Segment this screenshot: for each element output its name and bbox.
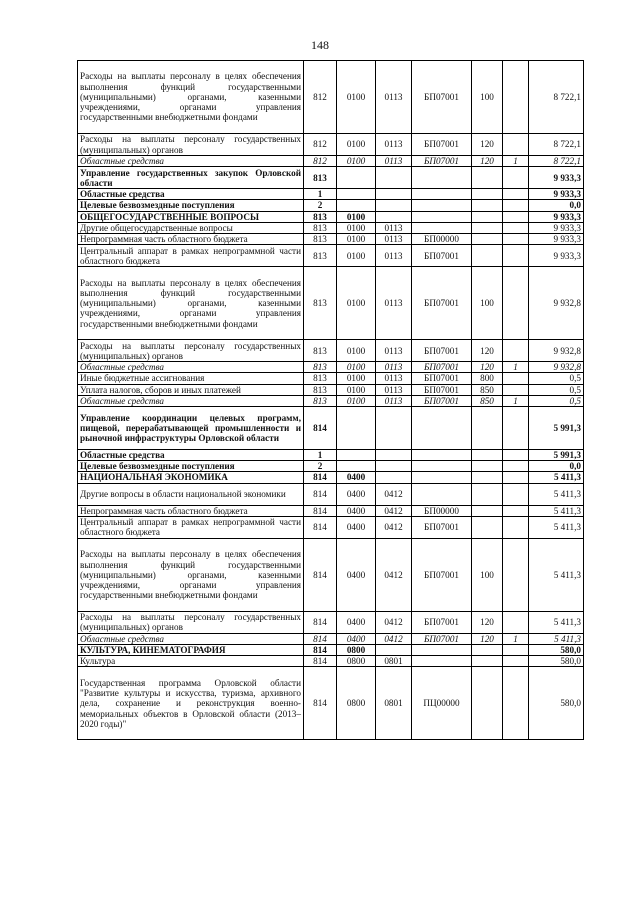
row-grbs: 814	[304, 656, 337, 667]
row-target-article: БП07001	[412, 384, 472, 395]
row-subsection: 0113	[376, 384, 412, 395]
row-target-article	[412, 407, 472, 450]
table-row	[78, 234, 584, 245]
row-section: 0400	[337, 611, 376, 633]
row-sum: 580,0	[529, 656, 584, 667]
row-target-article: БП07001	[412, 538, 472, 611]
row-grbs: 2	[304, 200, 337, 211]
row-grbs: 814	[304, 645, 337, 656]
row-target-article	[412, 461, 472, 472]
row-subsection: 0113	[376, 234, 412, 245]
row-section: 0100	[337, 395, 376, 406]
row-subsection: 0412	[376, 516, 412, 538]
row-subsection: 0801	[376, 667, 412, 740]
row-subsection	[376, 189, 412, 200]
row-subsection: 0113	[376, 245, 412, 267]
row-grbs: 813	[304, 340, 337, 362]
row-sum: 8 722,1	[529, 134, 584, 156]
row-subsection: 0801	[376, 656, 412, 667]
row-expense-type	[472, 450, 503, 461]
row-subsection: 0412	[376, 505, 412, 516]
row-target-article	[412, 656, 472, 667]
row-sum: 9 933,3	[529, 234, 584, 245]
table-row	[78, 167, 584, 189]
row-grbs: 814	[304, 667, 337, 740]
row-subsection	[376, 407, 412, 450]
row-expense-type	[472, 407, 503, 450]
row-grbs: 812	[304, 61, 337, 134]
row-subsection: 0412	[376, 611, 412, 633]
row-section	[337, 461, 376, 472]
row-expense-type	[472, 516, 503, 538]
row-name: Другие общегосударственные вопросы	[78, 222, 304, 233]
row-name: Государственная программа Орловской области "Развитие культуры и искусства, туризма, архивного дела, сохранение и реконструкция военно-мемориальных объектов в Орловской области (2013–2020 годы)"	[78, 667, 304, 740]
row-sum: 9 933,3	[529, 211, 584, 222]
row-section: 0100	[337, 134, 376, 156]
row-subsection: 0113	[376, 267, 412, 340]
row-grbs: 814	[304, 611, 337, 633]
table-row	[78, 516, 584, 538]
row-expense-type	[472, 211, 503, 222]
row-section: 0100	[337, 211, 376, 222]
row-section: 0100	[337, 234, 376, 245]
table-row	[78, 61, 584, 134]
row-expense-type: 100	[472, 267, 503, 340]
row-sum: 5 411,3	[529, 505, 584, 516]
row-sum: 580,0	[529, 645, 584, 656]
row-grbs: 814	[304, 633, 337, 644]
row-subsection	[376, 645, 412, 656]
row-section: 0800	[337, 645, 376, 656]
row-section: 0400	[337, 633, 376, 644]
row-name: НАЦИОНАЛЬНАЯ ЭКОНОМИКА	[78, 472, 304, 483]
row-sum: 9 933,3	[529, 222, 584, 233]
row-expense-type	[472, 245, 503, 267]
row-subsection	[376, 200, 412, 211]
row-expense-type	[472, 189, 503, 200]
row-target-article: БП07001	[412, 633, 472, 644]
row-subsection: 0412	[376, 633, 412, 644]
row-section	[337, 167, 376, 189]
row-source	[503, 340, 529, 362]
row-source	[503, 373, 529, 384]
table-row	[78, 472, 584, 483]
row-name: Расходы на выплаты персоналу в целях обеспечения выполнения функций государственными (муниципальными) органами, казенными учреждениями, органами управления государственными внебюджетными фондами	[78, 538, 304, 611]
row-sum: 5 411,3	[529, 611, 584, 633]
row-expense-type	[472, 656, 503, 667]
row-name: ОБЩЕГОСУДАРСТВЕННЫЕ ВОПРОСЫ	[78, 211, 304, 222]
row-expense-type: 100	[472, 538, 503, 611]
row-expense-type: 800	[472, 373, 503, 384]
row-target-article: БП07001	[412, 373, 472, 384]
table-row	[78, 373, 584, 384]
row-section: 0400	[337, 483, 376, 505]
row-grbs: 813	[304, 267, 337, 340]
row-expense-type	[472, 645, 503, 656]
row-subsection: 0113	[376, 134, 412, 156]
row-grbs: 814	[304, 483, 337, 505]
row-target-article	[412, 222, 472, 233]
row-subsection: 0113	[376, 395, 412, 406]
table-row	[78, 461, 584, 472]
row-name: Иные бюджетные ассигнования	[78, 373, 304, 384]
row-target-article	[412, 483, 472, 505]
row-grbs: 814	[304, 505, 337, 516]
row-target-article	[412, 167, 472, 189]
table-row	[78, 656, 584, 667]
table-row	[78, 483, 584, 505]
row-expense-type: 850	[472, 395, 503, 406]
table-row	[78, 362, 584, 373]
row-source	[503, 483, 529, 505]
table-row	[78, 267, 584, 340]
row-grbs: 813	[304, 384, 337, 395]
table-row	[78, 134, 584, 156]
row-source	[503, 384, 529, 395]
row-target-article: БП07001	[412, 156, 472, 167]
row-grbs: 814	[304, 538, 337, 611]
row-source	[503, 611, 529, 633]
row-sum: 5 991,3	[529, 450, 584, 461]
row-source	[503, 656, 529, 667]
row-section	[337, 200, 376, 211]
row-expense-type: 120	[472, 340, 503, 362]
row-grbs: 814	[304, 472, 337, 483]
table-row	[78, 189, 584, 200]
row-source	[503, 645, 529, 656]
row-sum: 9 933,3	[529, 189, 584, 200]
row-grbs: 2	[304, 461, 337, 472]
row-section: 0400	[337, 505, 376, 516]
row-sum: 5 411,3	[529, 483, 584, 505]
row-sum: 5 411,3	[529, 516, 584, 538]
row-section: 0800	[337, 667, 376, 740]
row-expense-type: 850	[472, 384, 503, 395]
table-row	[78, 633, 584, 644]
row-expense-type: 100	[472, 61, 503, 134]
row-source	[503, 516, 529, 538]
row-source	[503, 667, 529, 740]
row-subsection	[376, 461, 412, 472]
row-sum: 0,0	[529, 200, 584, 211]
row-source	[503, 267, 529, 340]
row-sum: 0,5	[529, 373, 584, 384]
row-sum: 580,0	[529, 667, 584, 740]
row-sum: 9 933,3	[529, 245, 584, 267]
row-section: 0800	[337, 656, 376, 667]
row-subsection: 0412	[376, 538, 412, 611]
row-name: Областные средства	[78, 633, 304, 644]
row-name: Расходы на выплаты персоналу в целях обеспечения выполнения функций государственными (муниципальными) органами, казенными учреждениями, органами управления государственными внебюджетными фондами	[78, 61, 304, 134]
row-section: 0400	[337, 538, 376, 611]
row-expense-type: 120	[472, 633, 503, 644]
row-source: 1	[503, 395, 529, 406]
table-row	[78, 200, 584, 211]
row-subsection: 0113	[376, 340, 412, 362]
row-grbs: 814	[304, 516, 337, 538]
table-row	[78, 538, 584, 611]
row-section: 0100	[337, 245, 376, 267]
row-section: 0100	[337, 340, 376, 362]
row-expense-type	[472, 222, 503, 233]
row-expense-type	[472, 667, 503, 740]
row-source	[503, 538, 529, 611]
row-source	[503, 167, 529, 189]
row-expense-type	[472, 505, 503, 516]
row-source	[503, 211, 529, 222]
row-grbs: 813	[304, 245, 337, 267]
row-sum: 5 411,3	[529, 633, 584, 644]
row-target-article: ПЦ00000	[412, 667, 472, 740]
row-target-article	[412, 211, 472, 222]
row-sum: 9 933,3	[529, 167, 584, 189]
row-expense-type	[472, 234, 503, 245]
row-target-article: БП00000	[412, 234, 472, 245]
page-number: 148	[311, 38, 329, 52]
row-name: Расходы на выплаты персоналу в целях обеспечения выполнения функций государственными (муниципальными) органами, казенными учреждениями, органами управления государственными внебюджетными фондами	[78, 267, 304, 340]
row-section: 0100	[337, 373, 376, 384]
table-row	[78, 156, 584, 167]
row-sum: 5 991,3	[529, 407, 584, 450]
row-expense-type	[472, 461, 503, 472]
row-name: Областные средства	[78, 362, 304, 373]
row-target-article: БП07001	[412, 516, 472, 538]
row-source	[503, 61, 529, 134]
row-target-article: БП07001	[412, 267, 472, 340]
row-target-article: БП07001	[412, 245, 472, 267]
row-subsection	[376, 472, 412, 483]
row-subsection: 0113	[376, 156, 412, 167]
table-row	[78, 211, 584, 222]
row-section: 0400	[337, 472, 376, 483]
row-source	[503, 505, 529, 516]
table-row	[78, 245, 584, 267]
row-expense-type	[472, 167, 503, 189]
row-sum: 9 932,8	[529, 267, 584, 340]
row-name: Расходы на выплаты персоналу государственных (муниципальных) органов	[78, 134, 304, 156]
row-subsection: 0113	[376, 373, 412, 384]
row-grbs: 813	[304, 373, 337, 384]
row-section	[337, 450, 376, 461]
row-sum: 8 722,1	[529, 156, 584, 167]
row-name: Областные средства	[78, 156, 304, 167]
row-target-article: БП07001	[412, 340, 472, 362]
row-sum: 0,5	[529, 395, 584, 406]
row-expense-type	[472, 200, 503, 211]
row-grbs: 1	[304, 189, 337, 200]
row-name: Областные средства	[78, 395, 304, 406]
row-name: Областные средства	[78, 450, 304, 461]
row-name: Областные средства	[78, 189, 304, 200]
row-section: 0100	[337, 384, 376, 395]
table-row	[78, 611, 584, 633]
row-expense-type	[472, 472, 503, 483]
row-expense-type: 120	[472, 156, 503, 167]
row-section	[337, 407, 376, 450]
row-section: 0100	[337, 61, 376, 134]
row-section	[337, 189, 376, 200]
row-target-article	[412, 200, 472, 211]
table-row	[78, 645, 584, 656]
row-target-article	[412, 189, 472, 200]
row-grbs: 813	[304, 395, 337, 406]
table-row	[78, 450, 584, 461]
row-name: Непрограммная часть областного бюджета	[78, 234, 304, 245]
table-row	[78, 395, 584, 406]
row-sum: 8 722,1	[529, 61, 584, 134]
row-grbs: 812	[304, 134, 337, 156]
row-grbs: 1	[304, 450, 337, 461]
row-name: Расходы на выплаты персоналу государственных (муниципальных) органов	[78, 611, 304, 633]
row-source	[503, 450, 529, 461]
row-name: Культура	[78, 656, 304, 667]
budget-table	[77, 60, 584, 740]
row-sum: 0,5	[529, 384, 584, 395]
row-expense-type: 120	[472, 362, 503, 373]
row-source: 1	[503, 156, 529, 167]
row-grbs: 814	[304, 407, 337, 450]
row-section: 0400	[337, 516, 376, 538]
row-target-article: БП07001	[412, 61, 472, 134]
row-grbs: 813	[304, 234, 337, 245]
row-source	[503, 472, 529, 483]
row-grbs: 813	[304, 362, 337, 373]
row-expense-type: 120	[472, 134, 503, 156]
row-expense-type	[472, 483, 503, 505]
row-name: Управление государственных закупок Орловской области	[78, 167, 304, 189]
row-source	[503, 134, 529, 156]
row-sum: 5 411,3	[529, 472, 584, 483]
row-name: КУЛЬТУРА, КИНЕМАТОГРАФИЯ	[78, 645, 304, 656]
row-section: 0100	[337, 222, 376, 233]
row-subsection: 0113	[376, 61, 412, 134]
row-source	[503, 245, 529, 267]
row-grbs: 813	[304, 222, 337, 233]
row-source: 1	[503, 362, 529, 373]
row-sum: 0,0	[529, 461, 584, 472]
row-name: Управление координации целевых программ, пищевой, перерабатывающей промышленности и рыночной инфраструктуры Орловской области	[78, 407, 304, 450]
row-source: 1	[503, 633, 529, 644]
budget-table-body	[78, 61, 584, 740]
row-name: Непрограммная часть областного бюджета	[78, 505, 304, 516]
table-row	[78, 407, 584, 450]
row-sum: 9 932,8	[529, 340, 584, 362]
row-source	[503, 407, 529, 450]
row-target-article	[412, 472, 472, 483]
row-target-article: БП07001	[412, 134, 472, 156]
row-source	[503, 461, 529, 472]
row-name: Уплата налогов, сборов и иных платежей	[78, 384, 304, 395]
row-name: Другие вопросы в области национальной экономики	[78, 483, 304, 505]
row-sum: 5 411,3	[529, 538, 584, 611]
row-source	[503, 222, 529, 233]
row-target-article: БП07001	[412, 611, 472, 633]
table-row	[78, 340, 584, 362]
row-name: Центральный аппарат в рамках непрограммной части областного бюджета	[78, 516, 304, 538]
row-source	[503, 200, 529, 211]
row-sum: 9 932,8	[529, 362, 584, 373]
row-section: 0100	[337, 362, 376, 373]
row-expense-type: 120	[472, 611, 503, 633]
row-section: 0100	[337, 267, 376, 340]
row-grbs: 813	[304, 167, 337, 189]
row-target-article	[412, 450, 472, 461]
row-source	[503, 189, 529, 200]
table-row	[78, 222, 584, 233]
table-row	[78, 384, 584, 395]
row-subsection: 0412	[376, 483, 412, 505]
table-row	[78, 667, 584, 740]
row-name: Центральный аппарат в рамках непрограммной части областного бюджета	[78, 245, 304, 267]
table-row	[78, 505, 584, 516]
row-name: Целевые безвозмездные поступления	[78, 461, 304, 472]
row-target-article: БП07001	[412, 362, 472, 373]
row-subsection: 0113	[376, 362, 412, 373]
row-name: Расходы на выплаты персоналу государственных (муниципальных) органов	[78, 340, 304, 362]
row-grbs: 812	[304, 156, 337, 167]
row-name: Целевые безвозмездные поступления	[78, 200, 304, 211]
row-subsection: 0113	[376, 222, 412, 233]
row-target-article	[412, 645, 472, 656]
row-target-article: БП00000	[412, 505, 472, 516]
row-section: 0100	[337, 156, 376, 167]
row-target-article: БП07001	[412, 395, 472, 406]
row-subsection	[376, 450, 412, 461]
row-subsection	[376, 211, 412, 222]
row-source	[503, 234, 529, 245]
row-grbs: 813	[304, 211, 337, 222]
row-subsection	[376, 167, 412, 189]
